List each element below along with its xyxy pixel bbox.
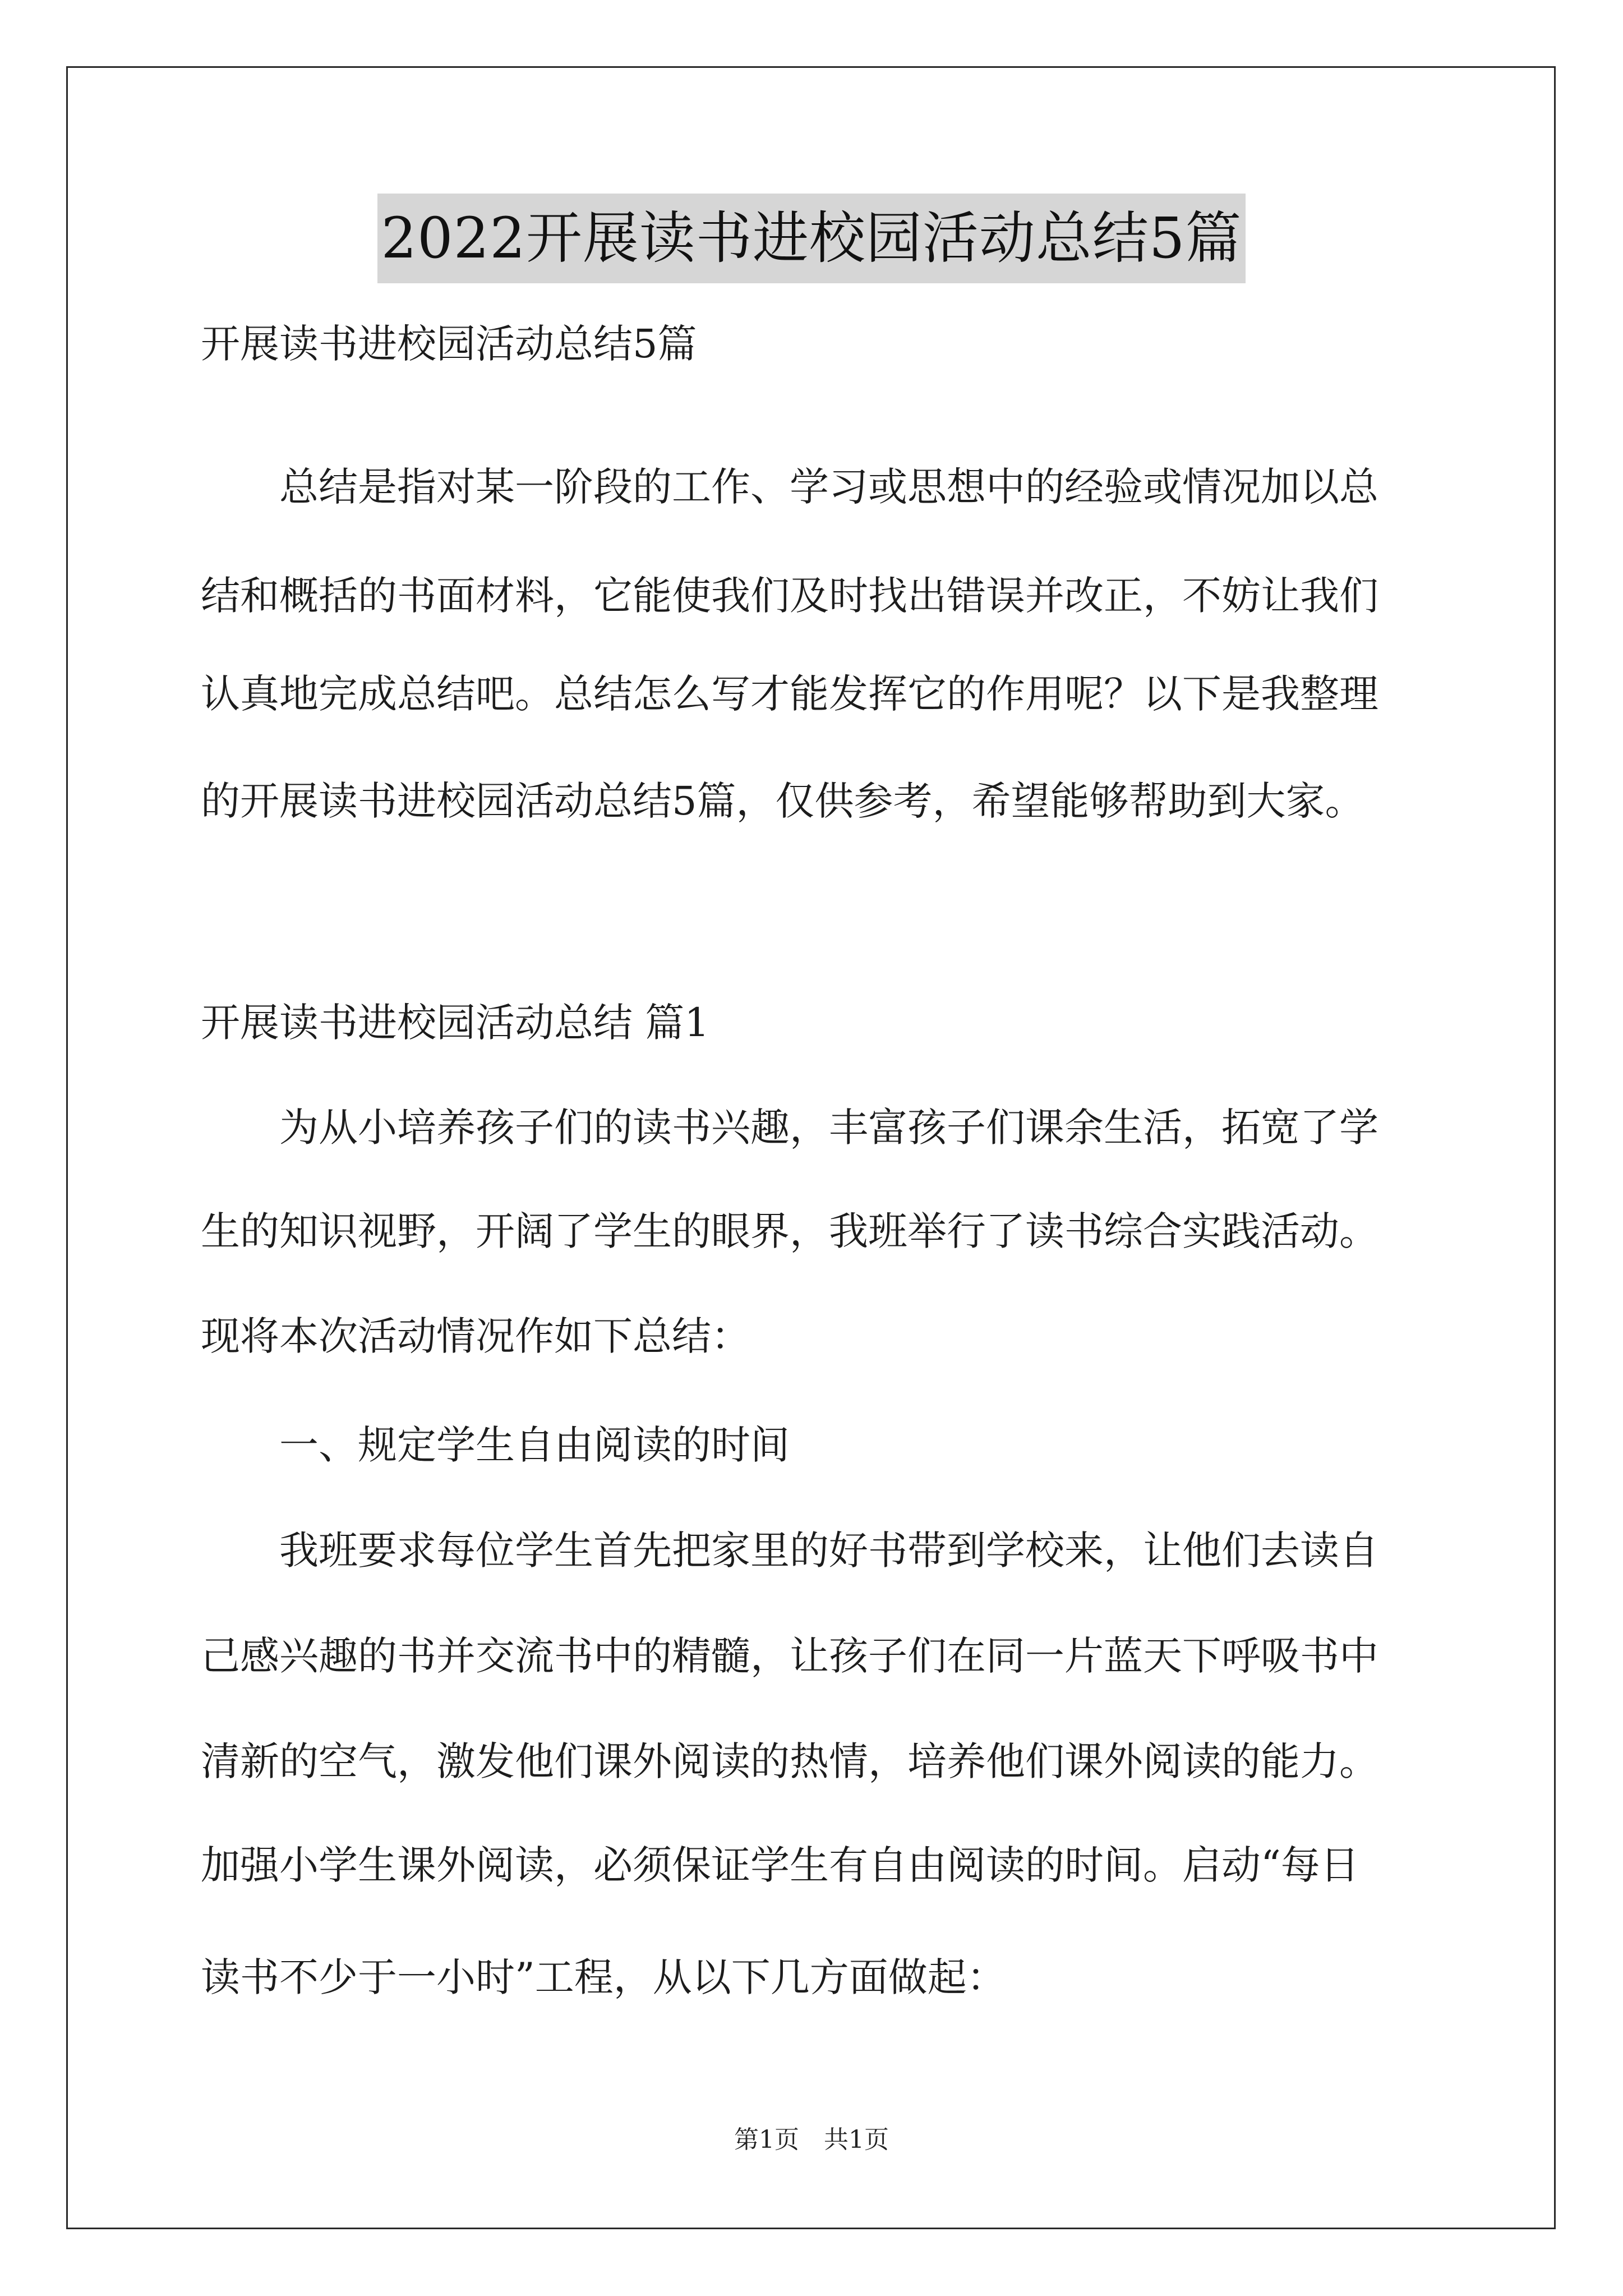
paragraph-line: 生的知识视野，开阔了学生的眼界，我班举行了读书综合实践活动。 <box>201 1208 1378 1254</box>
paragraph-line: 加强小学生课外阅读，必须保证学生有自由阅读的时间。启动“每日 <box>201 1842 1359 1888</box>
subheading-line: 一、规定学生自由阅读的时间 <box>201 1422 790 1468</box>
paragraph-line: 认真地完成总结吧。总结怎么写才能发挥它的作用呢？以下是我整理 <box>201 671 1378 717</box>
document-title: 2022开展读书进校园活动总结5篇 <box>377 194 1245 283</box>
title-container <box>0 194 1623 283</box>
paragraph-line: 结和概括的书面材料，它能使我们及时找出错误并改正，不妨让我们 <box>201 573 1378 619</box>
paragraph-line: 的开展读书进校园活动总结5篇，仅供参考，希望能够帮助到大家。 <box>201 778 1364 824</box>
paragraph-line: 为从小培养孩子们的读书兴趣，丰富孩子们课余生活，拓宽了学 <box>201 1105 1378 1151</box>
paragraph-line: 己感兴趣的书并交流书中的精髓，让孩子们在同一片蓝天下呼吸书中 <box>201 1633 1378 1679</box>
page-footer: 第1页 共1页 <box>734 2125 889 2154</box>
paragraph-line: 总结是指对某一阶段的工作、学习或思想中的经验或情况加以总 <box>201 464 1378 510</box>
paragraph-line: 现将本次活动情况作如下总结： <box>201 1313 750 1359</box>
subtitle-line: 开展读书进校园活动总结5篇 <box>201 321 697 367</box>
section-heading: 开展读书进校园活动总结 篇1 <box>201 1000 709 1046</box>
paragraph-line: 我班要求每位学生首先把家里的好书带到学校来，让他们去读自 <box>201 1527 1378 1573</box>
paragraph-line: 清新的空气，激发他们课外阅读的热情，培养他们课外阅读的能力。 <box>201 1738 1378 1784</box>
paragraph-line: 读书不少于一小时”工程，从以下几方面做起： <box>201 1954 1006 2000</box>
